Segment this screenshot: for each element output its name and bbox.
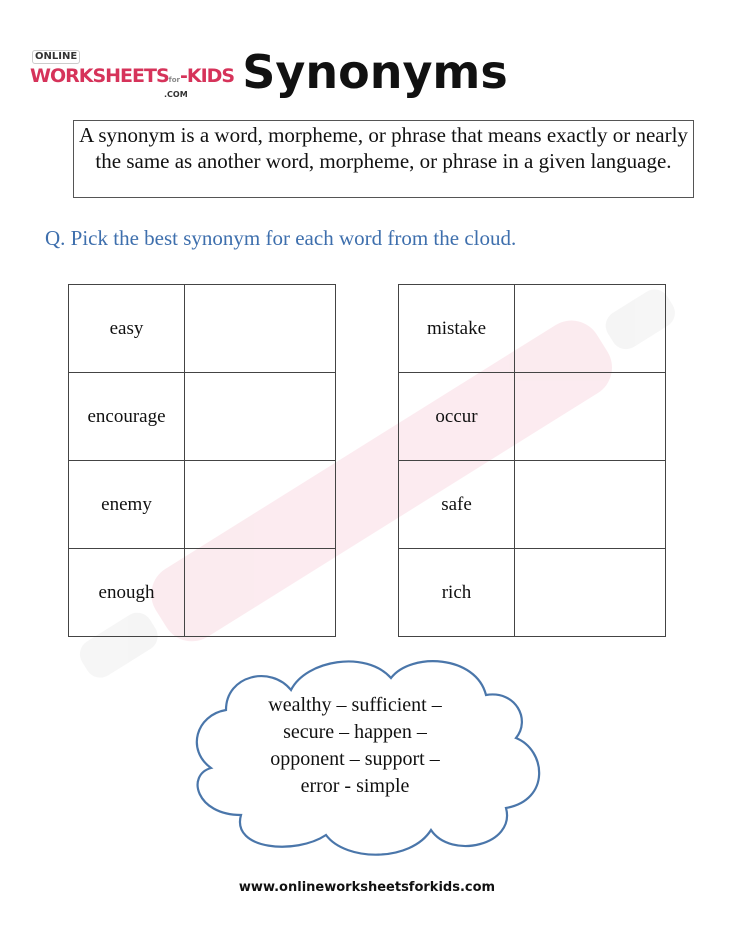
page-title: Synonyms [242,45,508,99]
cloud-word-bank [200,692,510,800]
word-cell: encourage [69,373,185,461]
word-cell: enough [69,549,185,637]
question: Q. Pick the best synonym for each word from the cloud. [45,226,517,250]
word-cell: easy [69,285,185,373]
word-cell: enemy [69,461,185,549]
answer-cell[interactable] [185,285,336,373]
logo-kids: KIDS [186,65,235,87]
table-row [399,549,666,637]
cloud-line: secure – happen – [283,721,427,743]
answer-cell[interactable] [515,373,666,461]
cloud-line: wealthy – sufficient – [268,694,442,716]
right-table [398,284,666,637]
table-row [399,285,666,373]
table-row [69,461,336,549]
logo-worksheets: WORKSHEETS [30,65,169,87]
answer-cell[interactable] [515,461,666,549]
table-row [69,549,336,637]
logo-com: .COM [164,90,188,99]
cloud-line: opponent – support – [270,748,440,770]
table-row [69,285,336,373]
left-table [68,284,336,637]
answer-cell[interactable] [185,549,336,637]
answer-cell[interactable] [515,549,666,637]
definition-box: A synonym is a word, morpheme, or phrase that means exactly or nearly the same as another word, morpheme, or phrase in a given language. [73,120,694,198]
word-cell: safe [399,461,515,549]
answer-cell[interactable] [185,461,336,549]
word-cell: occur [399,373,515,461]
logo-main: WORKSHEETSfor-KIDS [30,65,235,87]
logo-online: ONLINE [32,50,80,64]
answer-cell[interactable] [515,285,666,373]
table-row [399,461,666,549]
cloud-line: error - simple [300,775,410,797]
table-row [69,373,336,461]
table-row [399,373,666,461]
site-logo [28,50,235,102]
logo-for: for [168,76,180,84]
word-cell: rich [399,549,515,637]
word-cell: mistake [399,285,515,373]
answer-cell[interactable] [185,373,336,461]
footer-url: www.onlineworksheetsforkids.com [238,880,496,895]
